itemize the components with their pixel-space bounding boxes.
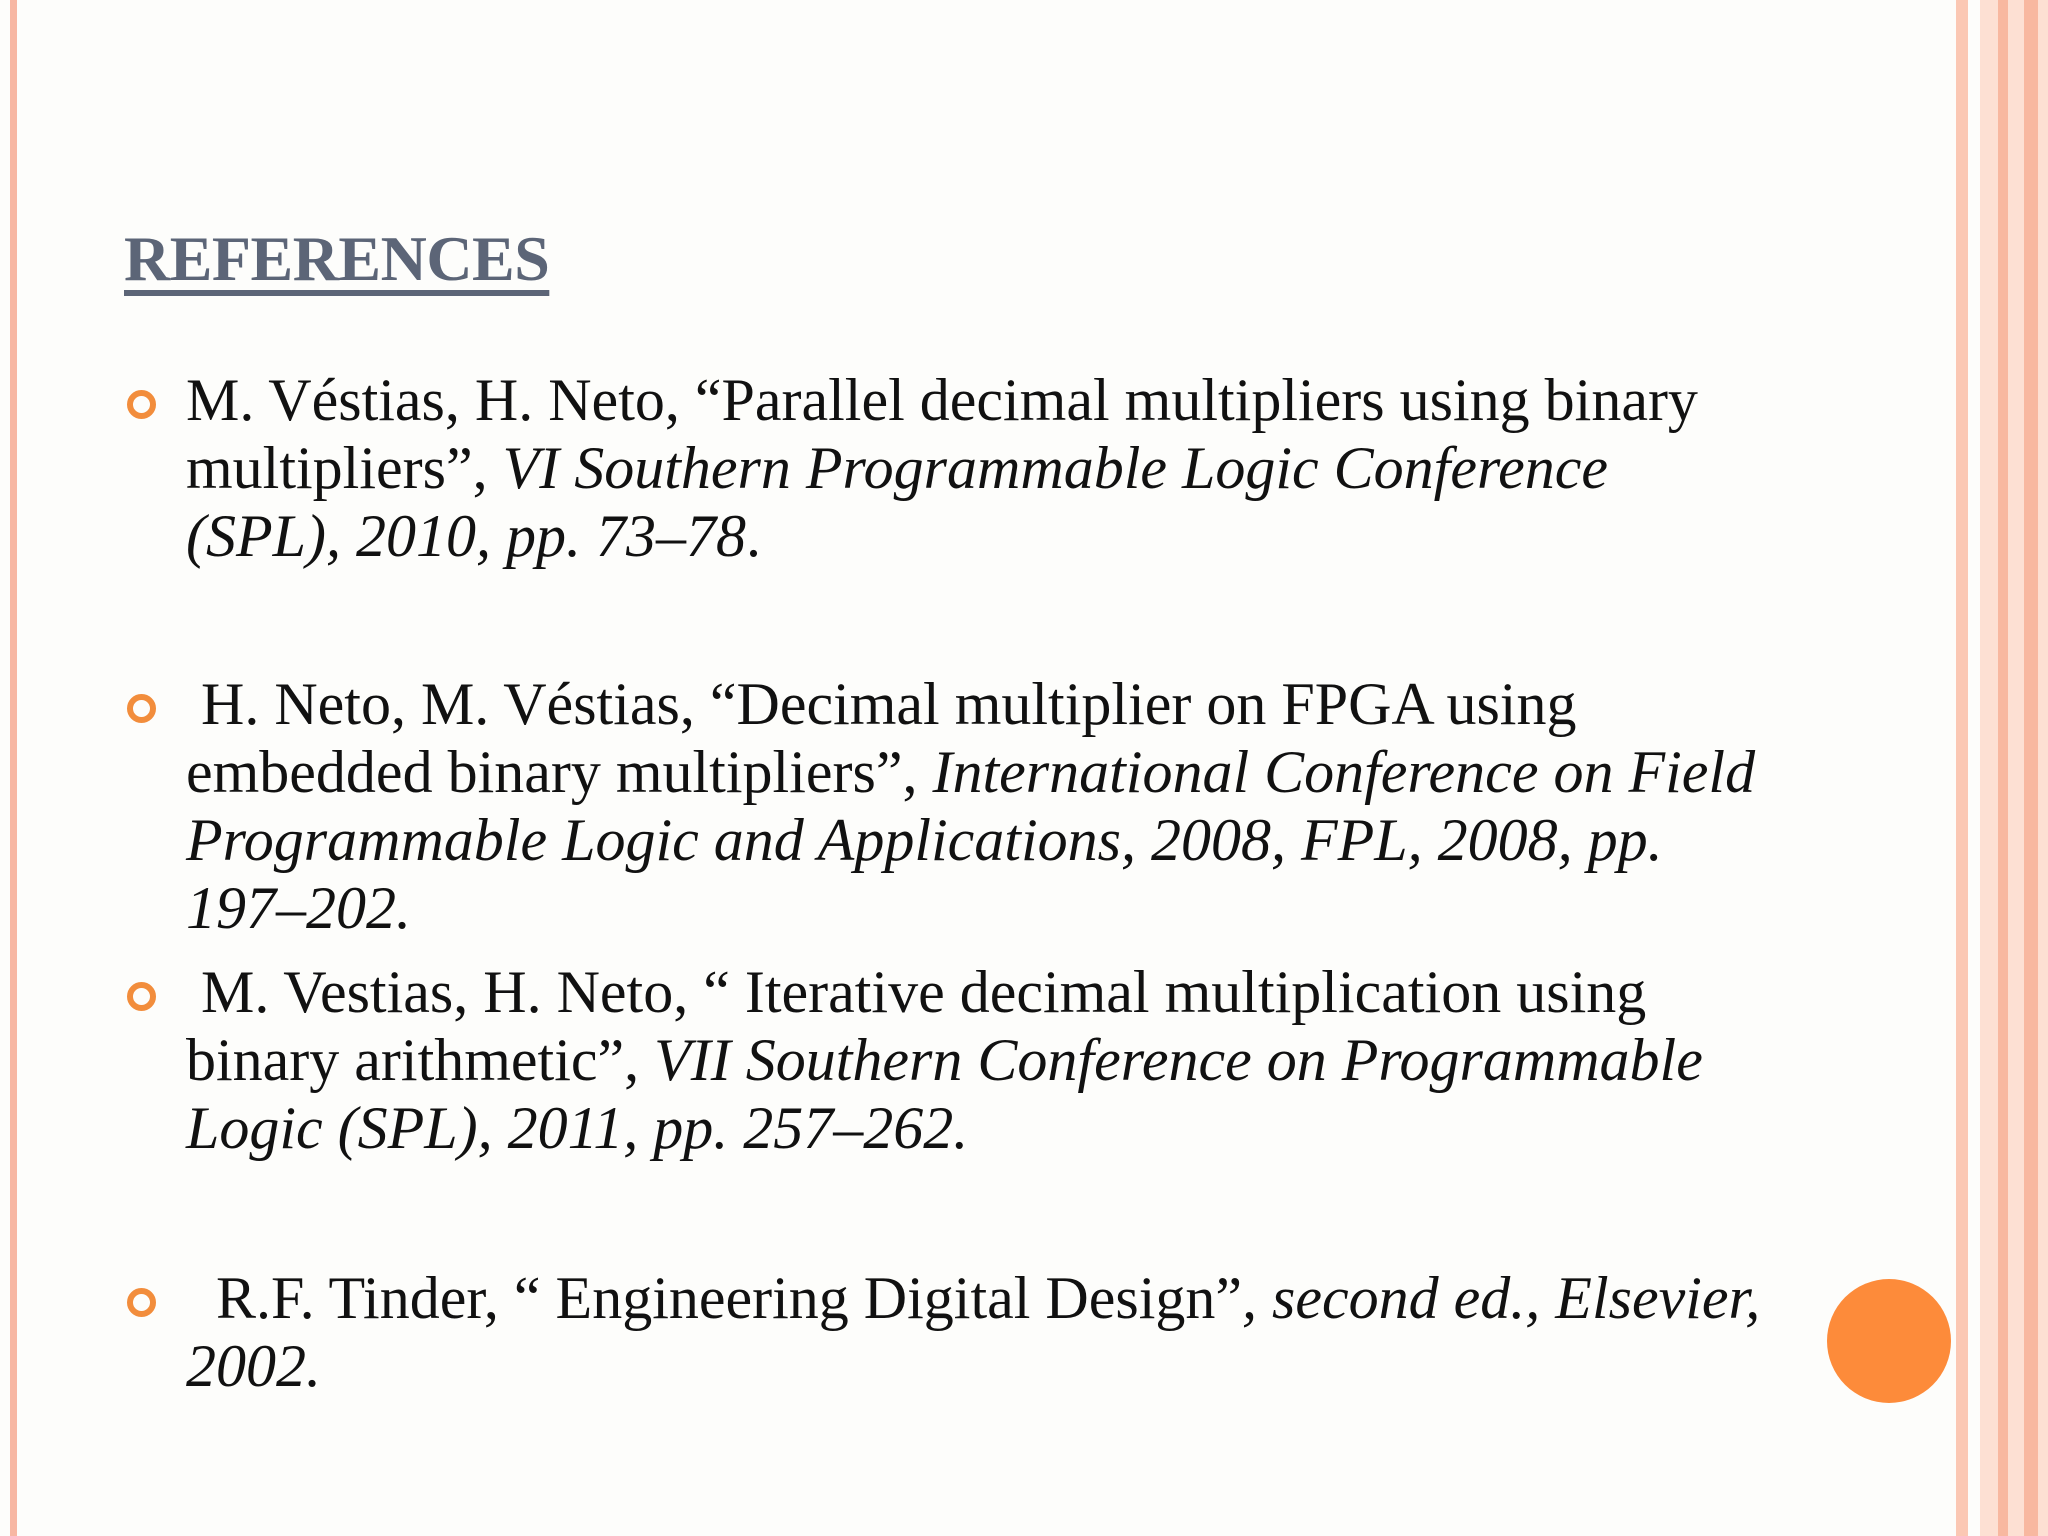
reference-authors-title: M. Vestias, H. Neto, “ Iterative decimal multiplication using binary arithmetic”, [186, 959, 1662, 1093]
reference-venue: , second ed., Elsevier, 2002. [186, 1265, 1776, 1399]
reference-authors-title: R.F. Tinder, “ Engineering Digital Design” [186, 1265, 1243, 1331]
reference-text [186, 670, 1771, 942]
ring-bullet-icon [127, 694, 156, 723]
ring-bullet-icon [127, 1288, 156, 1317]
reference-item [124, 958, 1764, 1162]
ring-bullet-icon [127, 982, 156, 1011]
left-border-stripe [10, 0, 17, 1536]
right-border-stripe-inner [1956, 0, 1968, 1536]
ring-bullet-icon [127, 390, 156, 419]
right-border-stripe-outer [2024, 0, 2038, 1536]
reference-venue: International Conference on Field Programmable Logic and Applications, 2008, FPL, 2008, pp. 197–202. [186, 739, 1771, 941]
decorative-circle [1827, 1279, 1951, 1403]
reference-item [124, 1264, 1776, 1400]
reference-authors-title: H. Neto, M. Véstias, “Decimal multiplier on FPGA using embedded binary multipliers”, [186, 671, 1592, 805]
reference-venue: VII Southern Conference on Programmable Logic (SPL), 2011, pp. 257–262. [186, 1027, 1718, 1161]
reference-text [186, 958, 1764, 1162]
reference-item [124, 670, 1771, 942]
right-border-stripe-middle [1998, 0, 2008, 1536]
reference-text [186, 366, 1764, 570]
slide-title: REFERENCES [124, 223, 550, 294]
reference-item [124, 366, 1764, 570]
reference-text [186, 1264, 1776, 1400]
reference-authors-title: M. Véstias, H. Neto, “Parallel decimal multipliers using binary multipliers”, [186, 367, 1713, 501]
reference-venue: VI Southern Programmable Logic Conference (SPL), 2010, pp. 73–78 [186, 435, 1623, 569]
reference-tail: . [745, 503, 761, 569]
